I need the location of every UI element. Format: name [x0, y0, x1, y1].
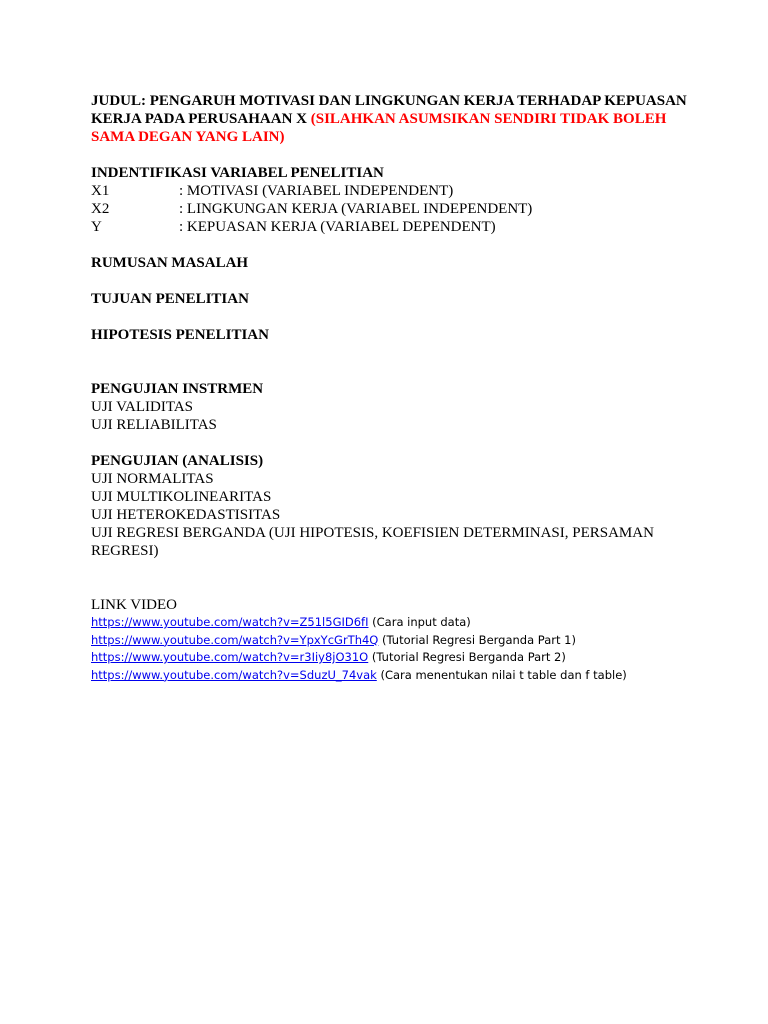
document-content	[91, 92, 691, 684]
instrumen-item: UJI RELIABILITAS	[91, 417, 217, 433]
variable-row	[91, 218, 691, 236]
variable-row	[91, 200, 691, 218]
link-description: (Tutorial Regresi Berganda Part 1)	[378, 632, 576, 647]
spacer	[91, 308, 691, 326]
title-label: JUDUL	[91, 93, 142, 109]
hipotesis-heading: HIPOTESIS PENELITIAN	[91, 327, 269, 343]
variable-value: : MOTIVASI (VARIABEL INDEPENDENT)	[179, 183, 454, 199]
video-link[interactable]: https://www.youtube.com/watch?v=r3Iiy8jO31O	[91, 650, 369, 664]
spacer	[91, 434, 691, 452]
analisis-item: UJI REGRESI BERGANDA (UJI HIPOTESIS, KOEFISIEN DETERMINASI, PERSAMAN REGRESI)	[91, 525, 654, 559]
variable-row	[91, 182, 691, 200]
title-note: (SILAHKAN ASUMSIKAN SENDIRI TIDAK BOLEH SAMA DEGAN YANG LAIN)	[91, 111, 667, 145]
links-list	[91, 614, 691, 684]
link-item	[91, 667, 691, 685]
tujuan-heading: TUJUAN PENELITIAN	[91, 291, 249, 307]
variable-value: : LINGKUNGAN KERJA (VARIABEL INDEPENDENT)	[179, 201, 533, 217]
variable-key: X1	[91, 183, 110, 199]
instrumen-item: UJI VALIDITAS	[91, 399, 193, 415]
rumusan-heading: RUMUSAN MASALAH	[91, 255, 249, 271]
link-item	[91, 632, 691, 650]
analisis-item: UJI NORMALITAS	[91, 471, 214, 487]
link-item	[91, 614, 691, 632]
variables-heading: INDENTIFIKASI VARIABEL PENELITIAN	[91, 165, 384, 181]
video-link[interactable]: https://www.youtube.com/watch?v=YpxYcGrTh4Q	[91, 632, 379, 647]
link-description: (Tutorial Regresi Berganda Part 2)	[368, 650, 566, 664]
spacer	[91, 146, 691, 164]
link-description: (Cara menentukan nilai t table dan f table)	[376, 667, 627, 682]
title-block	[91, 92, 691, 146]
spacer	[91, 272, 691, 290]
spacer	[91, 560, 691, 596]
variable-key: X2	[91, 201, 110, 217]
link-item	[91, 649, 691, 667]
links-heading: LINK VIDEO	[91, 597, 177, 613]
analisis-heading: PENGUJIAN (ANALISIS)	[91, 453, 264, 469]
variable-key: Y	[91, 219, 102, 235]
spacer	[91, 236, 691, 254]
title-text: : PENGARUH MOTIVASI DAN LINGKUNGAN KERJA TERHADAP KEPUASAN KERJA PADA PERUSAHAAN X	[91, 93, 687, 127]
video-link[interactable]: https://www.youtube.com/watch?v=Z51l5GID6fI	[91, 615, 369, 629]
instrumen-heading: PENGUJIAN INSTRMEN	[91, 381, 264, 397]
spacer	[91, 344, 691, 380]
video-link[interactable]: https://www.youtube.com/watch?v=SduzU_74vak	[91, 667, 377, 682]
link-description: (Cara input data)	[368, 615, 471, 629]
analisis-item: UJI HETEROKEDASTISITAS	[91, 507, 281, 523]
analisis-item: UJI MULTIKOLINEARITAS	[91, 489, 272, 505]
variable-value: : KEPUASAN KERJA (VARIABEL DEPENDENT)	[179, 219, 496, 235]
